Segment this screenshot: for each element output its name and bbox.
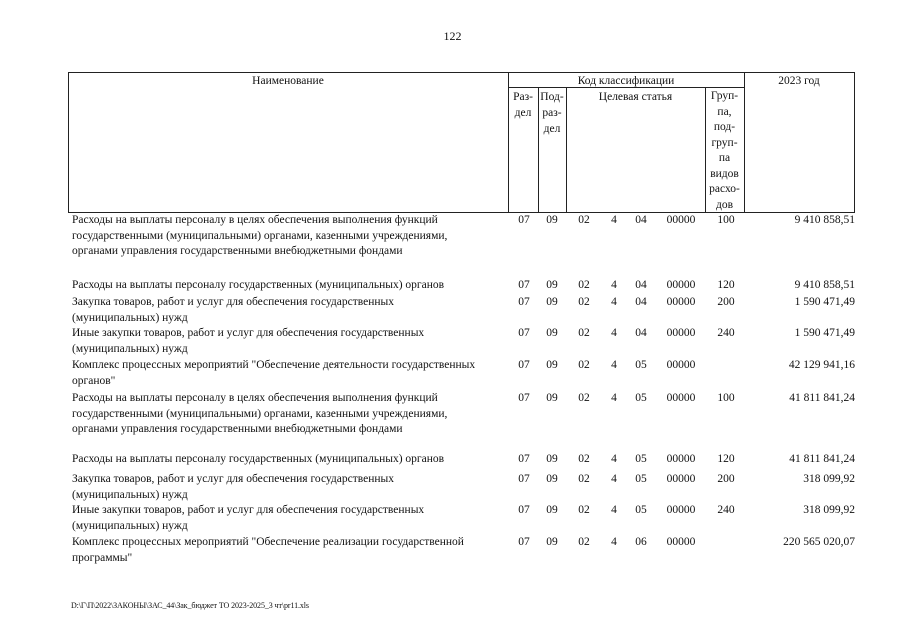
- row-podrazdel: 09: [546, 536, 558, 548]
- header-target: Целевая статья: [598, 91, 673, 103]
- row-s1: 02: [578, 453, 590, 465]
- row-razdel: 07: [518, 473, 530, 485]
- row-vid: 100: [717, 214, 735, 226]
- row-podrazdel: 09: [546, 327, 558, 339]
- row-s3: 05: [635, 453, 647, 465]
- row-podrazdel: 09: [546, 214, 558, 226]
- row-name: Закупка товаров, работ и услуг для обеспечения государственных (муниципальных) нужд: [72, 473, 395, 501]
- row-s2: 4: [611, 359, 617, 371]
- row-s4: 00000: [666, 504, 696, 516]
- header-year: 2023 год: [778, 75, 820, 87]
- row-name: Иные закупки товаров, работ и услуг для обеспечения государственных (муниципальных) нужд: [72, 504, 425, 532]
- row-name: Расходы на выплаты персоналу государственных (муниципальных) органов: [72, 453, 445, 465]
- row-s3: 04: [635, 279, 647, 291]
- row-vid: 200: [717, 296, 735, 308]
- row-s2: 4: [611, 327, 617, 339]
- row-razdel: 07: [518, 392, 530, 404]
- header-name: Наименование: [252, 75, 324, 87]
- row-razdel: 07: [518, 453, 530, 465]
- row-razdel: 07: [518, 296, 530, 308]
- row-s3: 04: [635, 327, 647, 339]
- row-s2: 4: [611, 504, 617, 516]
- row-sum: 42 129 941,16: [788, 359, 855, 371]
- row-s2: 4: [611, 453, 617, 465]
- row-podrazdel: 09: [546, 296, 558, 308]
- header-code: Код классификации: [577, 75, 675, 87]
- row-vid: 120: [717, 279, 735, 291]
- row-vid: 100: [717, 392, 735, 404]
- row-podrazdel: 09: [546, 392, 558, 404]
- row-name: Расходы на выплаты персоналу в целях обеспечения выполнения функций государственными (муниципальными) органами, казенными учреждениями, органами управления государственными внебюджетными фондами: [72, 392, 448, 435]
- row-podrazdel: 09: [546, 279, 558, 291]
- row-s1: 02: [578, 536, 590, 548]
- row-sum: 318 099,92: [803, 504, 855, 516]
- row-s3: 04: [635, 214, 647, 226]
- row-s4: 00000: [666, 473, 696, 485]
- row-s4: 00000: [666, 536, 696, 548]
- row-s4: 00000: [666, 327, 696, 339]
- row-sum: 41 811 841,24: [789, 392, 855, 404]
- row-s2: 4: [611, 473, 617, 485]
- row-podrazdel: 09: [546, 359, 558, 371]
- row-s2: 4: [611, 279, 617, 291]
- page-number: 122: [443, 29, 462, 43]
- row-podrazdel: 09: [546, 473, 558, 485]
- row-razdel: 07: [518, 279, 530, 291]
- row-s1: 02: [578, 279, 590, 291]
- row-sum: 1 590 471,49: [794, 296, 855, 308]
- row-s1: 02: [578, 504, 590, 516]
- row-podrazdel: 09: [546, 453, 558, 465]
- row-s4: 00000: [666, 279, 696, 291]
- row-s3: 04: [635, 296, 647, 308]
- row-s3: 05: [635, 392, 647, 404]
- row-sum: 41 811 841,24: [789, 453, 855, 465]
- row-razdel: 07: [518, 359, 530, 371]
- row-s3: 05: [635, 504, 647, 516]
- row-name: Закупка товаров, работ и услуг для обеспечения государственных (муниципальных) нужд: [72, 296, 395, 324]
- row-s1: 02: [578, 296, 590, 308]
- row-razdel: 07: [518, 504, 530, 516]
- row-s1: 02: [578, 359, 590, 371]
- row-name: Комплекс процессных мероприятий "Обеспечение реализации государственной программы": [72, 536, 464, 564]
- row-s4: 00000: [666, 296, 696, 308]
- header-razdel: Раз- дел: [513, 91, 533, 119]
- header-vid: Груп- па, под- груп- па видов расхо- дов: [709, 90, 740, 211]
- row-s4: 00000: [666, 214, 696, 226]
- row-s2: 4: [611, 392, 617, 404]
- row-s4: 00000: [666, 359, 696, 371]
- row-name: Расходы на выплаты персоналу государственных (муниципальных) органов: [72, 279, 445, 291]
- row-s3: 05: [635, 473, 647, 485]
- row-s4: 00000: [666, 453, 696, 465]
- row-name: Комплекс процессных мероприятий "Обеспечение деятельности государственных органов": [72, 359, 476, 387]
- row-sum: 318 099,92: [803, 473, 855, 485]
- row-s4: 00000: [666, 392, 696, 404]
- row-s1: 02: [578, 214, 590, 226]
- row-razdel: 07: [518, 214, 530, 226]
- row-s2: 4: [611, 536, 617, 548]
- footer-path: D:\Г\П\2022\ЗАКОНЫ\ЗАС_44\Зак_бюджет ТО 2023-2025_3 чт\pr11.xls: [71, 601, 309, 610]
- row-razdel: 07: [518, 536, 530, 548]
- row-s1: 02: [578, 392, 590, 404]
- row-razdel: 07: [518, 327, 530, 339]
- row-name: Иные закупки товаров, работ и услуг для обеспечения государственных (муниципальных) нужд: [72, 327, 425, 355]
- row-vid: 120: [717, 453, 735, 465]
- row-podrazdel: 09: [546, 504, 558, 516]
- row-s3: 05: [635, 359, 647, 371]
- row-s1: 02: [578, 327, 590, 339]
- row-sum: 9 410 858,51: [794, 214, 855, 226]
- row-vid: 200: [717, 473, 735, 485]
- row-sum: 220 565 020,07: [783, 536, 855, 548]
- row-sum: 9 410 858,51: [794, 279, 855, 291]
- row-name: Расходы на выплаты персоналу в целях обеспечения выполнения функций государственными (муниципальными) органами, казенными учреждениями, органами управления государственными внебюджетными фондами: [72, 214, 448, 257]
- row-s2: 4: [611, 296, 617, 308]
- row-s3: 06: [635, 536, 647, 548]
- row-s2: 4: [611, 214, 617, 226]
- row-vid: 240: [717, 327, 735, 339]
- row-s1: 02: [578, 473, 590, 485]
- header-podrazdel: Под- раз- дел: [540, 91, 564, 135]
- row-vid: 240: [717, 504, 735, 516]
- row-sum: 1 590 471,49: [794, 327, 855, 339]
